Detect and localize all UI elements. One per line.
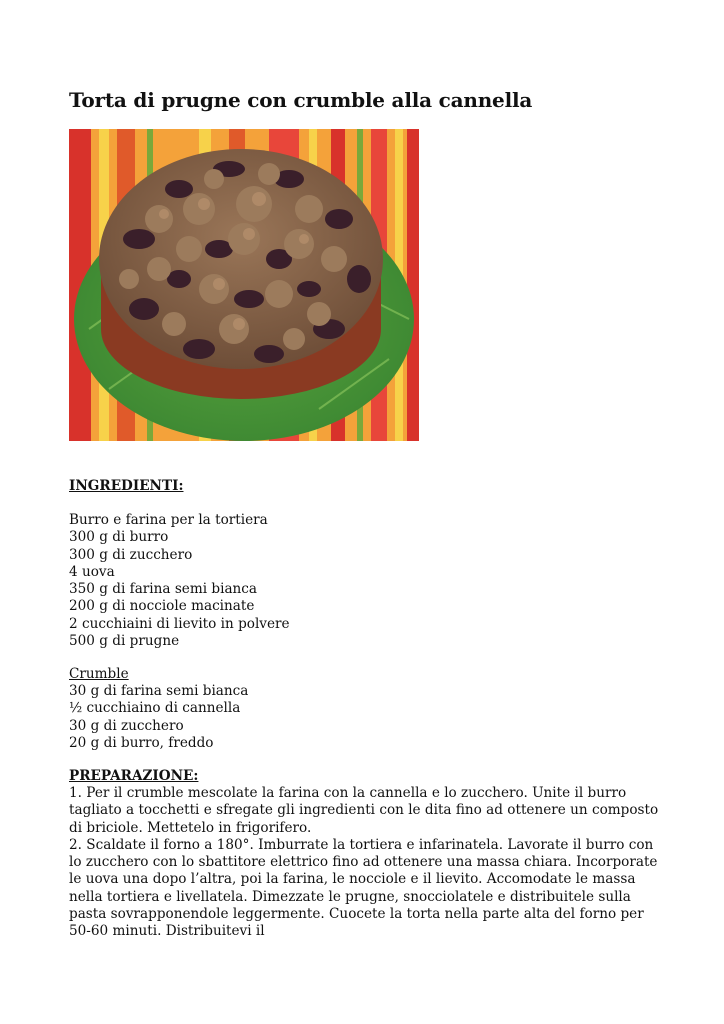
ingredient-item: Burro e farina per la tortiera	[69, 512, 268, 528]
preparation-heading: PREPARAZIONE:	[69, 768, 199, 784]
recipe-title: Torta di prugne con crumble alla cannella	[69, 88, 533, 112]
ingredients-list	[69, 512, 290, 650]
crumble-item: ½ cucchiaino di cannella	[69, 700, 241, 717]
preparation-step: 2. Scaldate il forno a 180°. Imburrate la tortiera e infarinatela. Lavorate il burro con lo zucchero con lo sbattitore elettrico fino ad ottenere una massa chiara. Incorporate le uova una dopo l’altra, poi la farina, le nocciole e il lievito. Accomodate le massa nella tortiera e livellatela. Dimezzate le prugne, snocciolatele e distribuitele sulla pasta sovrapponendole leggermente. Cuocete la torta nella parte alta del forno per 50-60 minuti. Distribuitevi il	[69, 836, 658, 940]
preparation-text	[69, 785, 665, 941]
plum-cake-image	[69, 129, 419, 441]
ingredient-item: 4 uova	[69, 563, 115, 580]
ingredient-item: 200 g di nocciole macinate	[69, 598, 255, 615]
ingredient-item: 500 g di prugne	[69, 633, 180, 650]
crumble-item: 30 g di zucchero	[69, 717, 184, 734]
crumble-heading: Crumble	[69, 666, 129, 682]
cake-photo	[69, 129, 419, 441]
preparation-step: 1. Per il crumble mescolate la farina con la cannella e lo zucchero. Unite il burro tagliato a tocchetti e sfregate gli ingredienti con le dita fino ad ottenere un composto di briciole. Mettetelo in frigorifero.	[69, 785, 659, 836]
crumble-item: 30 g di farina semi bianca	[69, 683, 249, 699]
ingredient-item: 2 cucchiaini di lievito in polvere	[69, 615, 290, 632]
ingredients-heading: INGREDIENTI:	[69, 478, 184, 494]
ingredient-item: 300 g di burro	[69, 529, 169, 546]
ingredient-item: 350 g di farina semi bianca	[69, 581, 258, 598]
crumble-list	[69, 683, 248, 752]
ingredient-item: 300 g di zucchero	[69, 546, 193, 563]
crumble-item: 20 g di burro, freddo	[69, 734, 214, 751]
